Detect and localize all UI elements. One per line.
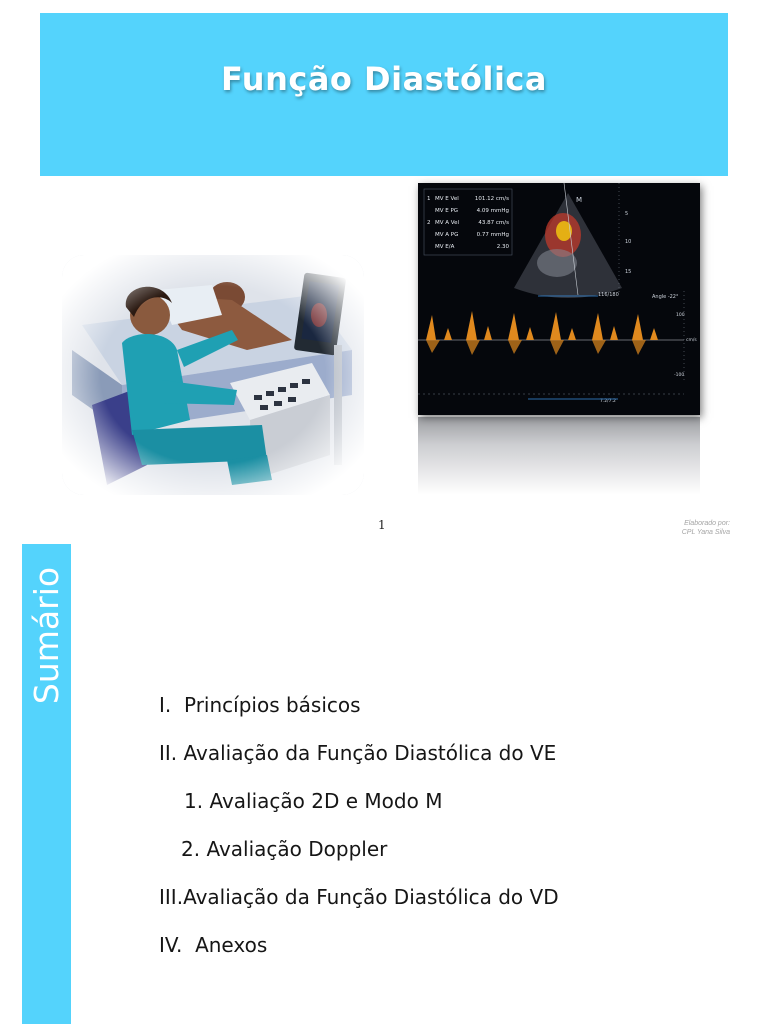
echo-readout-label: MV E/A	[435, 244, 455, 250]
page-number: 1	[378, 518, 386, 532]
toc-number: 1.	[184, 789, 204, 813]
echo-readout-label: MV A PG	[435, 232, 459, 238]
ultrasound-exam-photo	[62, 255, 364, 495]
toc-number: II.	[159, 741, 178, 765]
toc-item	[159, 693, 361, 717]
toc-number: III.	[159, 885, 184, 909]
echo-readout-label: MV E Vel	[435, 196, 459, 202]
echo-speed-label: -100	[674, 373, 685, 378]
echo-readout-label: MV E PG	[435, 208, 459, 214]
echo-readout-value: 0.77 mmHg	[476, 232, 509, 238]
side-band	[22, 544, 71, 1024]
echo-marker: M	[576, 196, 583, 204]
toc-text: Avaliação da Função Diastólica do VE	[183, 741, 557, 765]
echo-speed-label: cm/s	[686, 338, 697, 343]
echo-readout-value: 4.09 mmHg	[476, 208, 509, 214]
echo-time-label: 7.2/7.2	[600, 399, 616, 404]
toc-item	[181, 837, 387, 861]
toc-item	[159, 885, 559, 909]
side-label-container	[22, 544, 71, 726]
echo-readout-idx: 1	[427, 196, 431, 202]
toc-text: Princípios básicos	[183, 693, 361, 717]
toc-item	[184, 789, 442, 813]
echo-readout-value: 43.87 cm/s	[478, 220, 509, 226]
section-label: Sumário	[27, 566, 66, 704]
toc-number: I.	[159, 693, 172, 717]
echo-depth-label: 10	[625, 239, 632, 245]
credit-line: Elaborado por:	[684, 520, 730, 527]
echo-depth-label: 5	[625, 211, 629, 217]
echo-time-label: 116/180	[598, 292, 619, 298]
slide-title: Função Diastólica	[221, 59, 547, 98]
echo-speed-label: 100	[676, 313, 685, 318]
credit-line: CPL Yana Silva	[681, 529, 730, 536]
echo-readout-value: 2.30	[496, 244, 509, 250]
echo-readout-label: MV A Vel	[435, 220, 460, 226]
toc-text: Avaliação da Função Diastólica do VD	[183, 885, 559, 909]
toc-number: 2.	[181, 837, 201, 861]
echo-image-reflection	[418, 417, 700, 495]
echo-readout-value: 101.12 cm/s	[474, 196, 509, 202]
toc-text: Avaliação Doppler	[206, 837, 388, 861]
doppler-echo-image	[418, 183, 700, 415]
echo-readout-idx: 2	[427, 220, 431, 226]
toc-text: Anexos	[195, 933, 268, 957]
title-banner	[40, 13, 728, 176]
toc-number: IV.	[159, 933, 183, 957]
author-credit	[682, 519, 730, 537]
echo-depth-label: 15	[625, 269, 632, 275]
toc-text: Avaliação 2D e Modo M	[209, 789, 443, 813]
toc-item	[159, 933, 267, 957]
echo-angle: Angle -22°	[652, 294, 679, 300]
toc-item	[159, 741, 556, 765]
